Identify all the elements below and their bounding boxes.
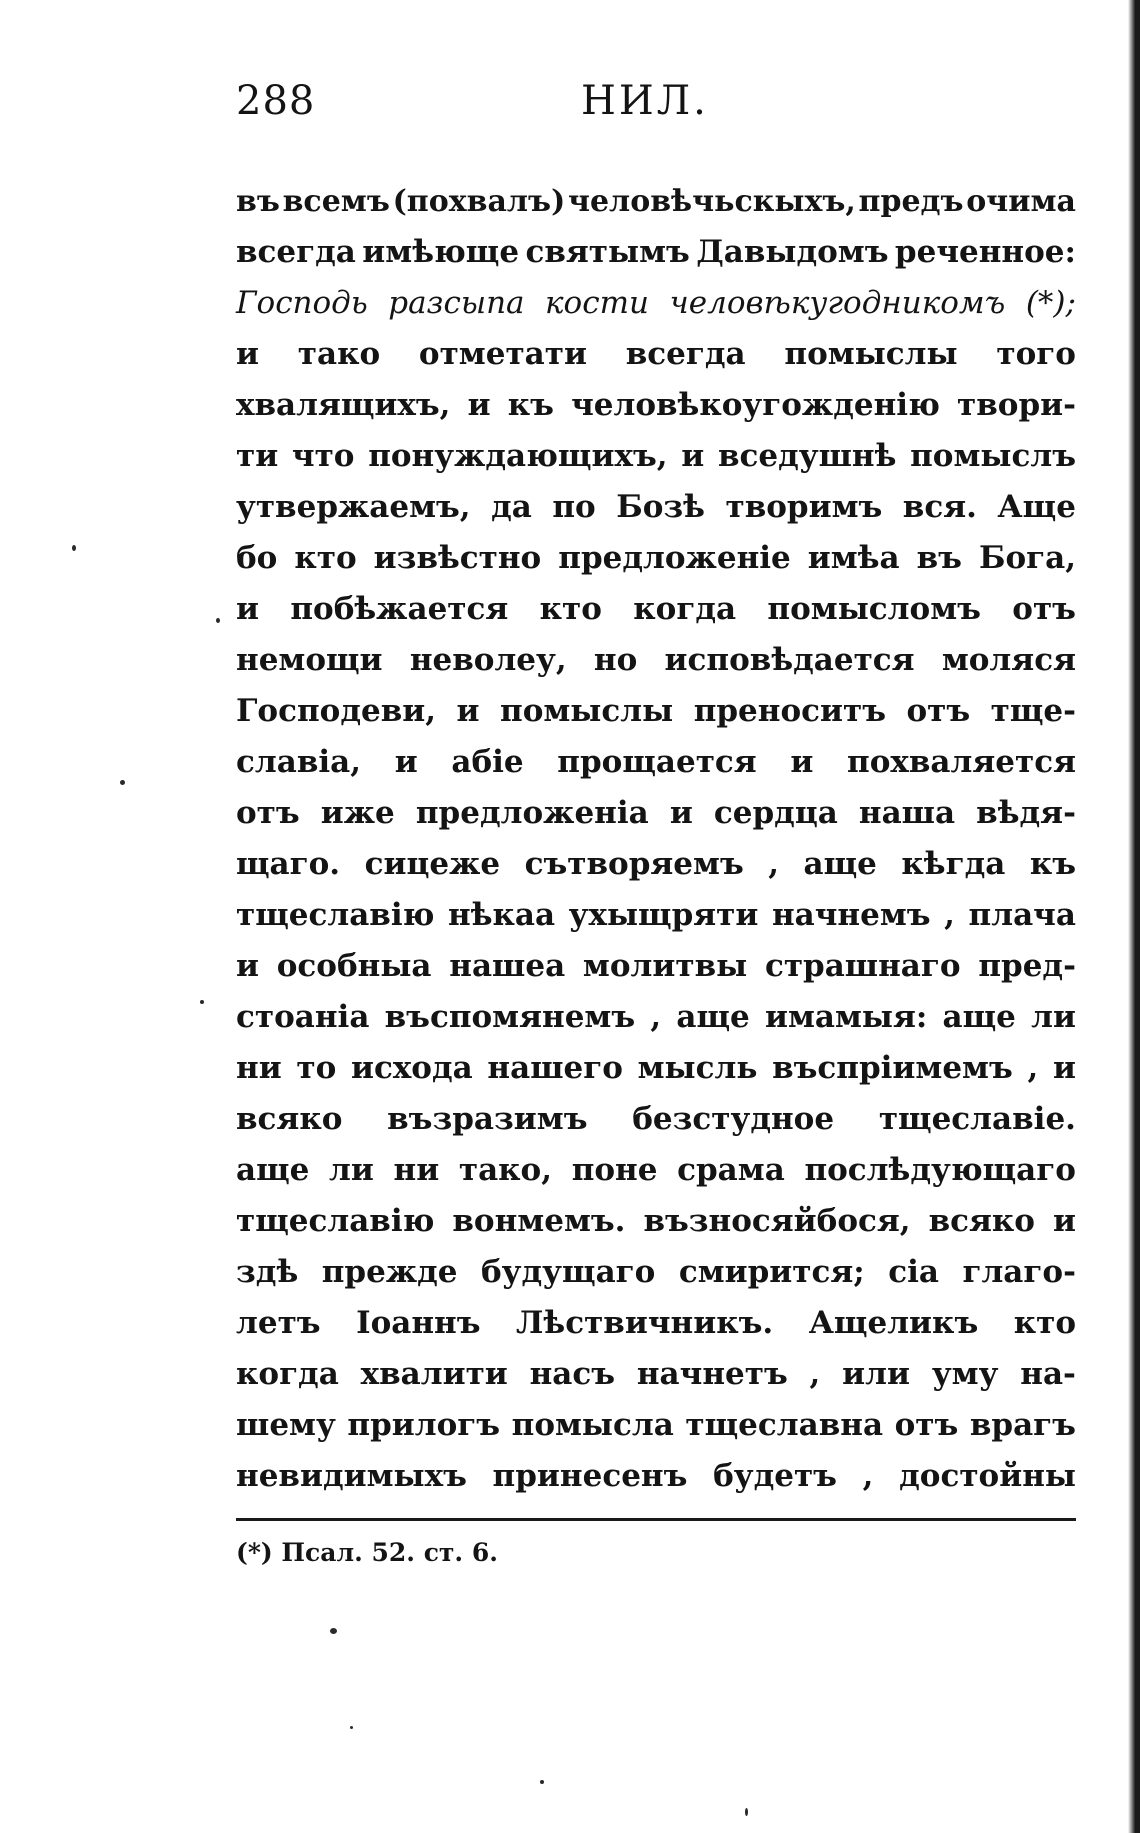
text-line: [236, 1349, 1076, 1400]
word: и: [467, 387, 491, 423]
word: имамыя:: [764, 999, 928, 1035]
word: твори-: [957, 387, 1076, 423]
word: отъ: [906, 693, 971, 729]
text-line: [236, 635, 1076, 686]
word: аще: [236, 1152, 310, 1188]
word: наша: [858, 795, 956, 831]
word: тако,: [458, 1152, 553, 1188]
word: и: [236, 591, 259, 627]
word: вѣдя-: [976, 795, 1076, 831]
word: нашеа: [449, 948, 566, 984]
word: иже: [320, 795, 395, 831]
text-line: [236, 278, 1076, 329]
word: сътворяемъ: [524, 846, 744, 882]
word: сердца: [713, 795, 838, 831]
word: кѣгда: [901, 846, 1006, 882]
word: молитвы: [582, 948, 748, 984]
word: Господь: [236, 285, 368, 321]
word: что: [291, 438, 355, 474]
word: тщеславію: [236, 897, 435, 933]
word: будущаго: [481, 1254, 656, 1290]
word: помысломъ: [767, 591, 981, 627]
word: моляся: [941, 642, 1076, 678]
word: поне: [571, 1152, 658, 1188]
word: Бозѣ: [616, 489, 705, 525]
word: здѣ: [236, 1254, 299, 1290]
word: послѣдующаго: [804, 1152, 1076, 1188]
word: кто: [539, 591, 602, 627]
word: тщеславна: [685, 1407, 884, 1443]
scan-speck: [745, 1808, 748, 1816]
word: вонмемъ.: [452, 1203, 626, 1239]
word: смирится;: [678, 1254, 865, 1290]
word: Лѣствичникъ.: [516, 1305, 774, 1341]
word: ,: [650, 999, 662, 1035]
word: нашего: [487, 1050, 623, 1086]
word: ,: [1027, 1050, 1039, 1086]
word: (*);: [1025, 285, 1076, 321]
word: всяко: [236, 1101, 343, 1137]
word: похваляется: [847, 744, 1076, 780]
word: помысла: [511, 1407, 674, 1443]
word: плача: [968, 897, 1076, 933]
word: и: [236, 336, 259, 372]
body-text: [236, 176, 1076, 1502]
word: Бога,: [978, 540, 1076, 576]
word: славіа,: [236, 744, 362, 780]
word: предложеніа: [415, 795, 649, 831]
word: бо: [236, 540, 278, 576]
word: того: [996, 336, 1076, 372]
word: вседушнѣ: [717, 438, 897, 474]
word: помыслъ: [910, 438, 1076, 474]
word: человѣкугодникомъ: [669, 285, 1006, 321]
footnote-divider: [236, 1518, 1076, 1521]
scan-speck: [72, 545, 76, 551]
scan-speck: [540, 1780, 544, 1784]
word: невидимыхъ: [236, 1458, 467, 1494]
word: възносяйбося,: [643, 1203, 911, 1239]
word: особныа: [276, 948, 432, 984]
word: Ащеликъ: [808, 1305, 979, 1341]
word: ,: [944, 897, 955, 933]
word: да: [491, 489, 532, 525]
word: Іоаннъ: [356, 1305, 481, 1341]
word: въ: [236, 184, 280, 219]
word: абіе: [451, 744, 524, 780]
word: страшнаго: [764, 948, 961, 984]
word: хвалящихъ,: [236, 387, 451, 423]
word: кто: [294, 540, 357, 576]
word: побѣжается: [290, 591, 509, 627]
word: и: [456, 693, 480, 729]
word: но: [593, 642, 638, 678]
word: летъ: [236, 1305, 321, 1341]
word: творимъ: [725, 489, 883, 525]
word: помыслы: [784, 336, 958, 372]
word: извѣстно: [373, 540, 542, 576]
word: и: [236, 948, 259, 984]
word: вся.: [902, 489, 977, 525]
word: и: [681, 438, 705, 474]
word: очима: [966, 184, 1076, 219]
text-line: [236, 431, 1076, 482]
page-number: 288: [236, 78, 316, 124]
word: сіа: [888, 1254, 939, 1290]
word: человѣкоугожденію: [571, 387, 940, 423]
text-line: [236, 1094, 1076, 1145]
text-line: [236, 788, 1076, 839]
word: неволеу,: [409, 642, 567, 678]
text-line: [236, 992, 1076, 1043]
text-line: [236, 176, 1076, 227]
word: (похвалъ): [392, 184, 566, 219]
word: кто: [1013, 1305, 1076, 1341]
word: святымъ: [525, 234, 690, 270]
word: всегда: [236, 234, 356, 270]
word: къ: [507, 387, 554, 423]
word: Давыдомъ: [696, 234, 889, 270]
page-edge-shadow: [1128, 0, 1140, 1833]
word: ти: [236, 438, 279, 474]
text-line: [236, 1400, 1076, 1451]
word: всегда: [625, 336, 746, 372]
word: въ: [916, 540, 962, 576]
scan-speck: [120, 780, 125, 785]
word: ,: [768, 846, 780, 882]
text-line: [236, 1043, 1076, 1094]
text-line: [236, 1247, 1076, 1298]
word: къ: [1029, 846, 1076, 882]
word: реченное:: [894, 234, 1076, 270]
text-line: [236, 380, 1076, 431]
word: тако: [297, 336, 381, 372]
word: человѣчьскыхъ,: [568, 184, 856, 219]
text-line: [236, 482, 1076, 533]
word: помыслы: [500, 693, 674, 729]
word: пред-: [978, 948, 1076, 984]
word: уму: [931, 1356, 999, 1392]
word: начнемъ: [771, 897, 931, 933]
scan-speck: [216, 618, 220, 623]
text-line: [236, 1451, 1076, 1502]
word: отметати: [418, 336, 587, 372]
word: исхода: [350, 1050, 473, 1086]
scan-speck: [200, 1000, 204, 1004]
word: когда: [236, 1356, 339, 1392]
word: въспріимемъ: [772, 1050, 1013, 1086]
word: мысль: [637, 1050, 758, 1086]
word: отъ: [236, 795, 300, 831]
word: отъ: [894, 1407, 959, 1443]
word: срама: [677, 1152, 785, 1188]
word: разсыпа: [388, 285, 525, 321]
word: принесенъ: [492, 1458, 688, 1494]
text-line: [236, 329, 1076, 380]
text-line: [236, 1298, 1076, 1349]
word: будетъ: [713, 1458, 837, 1494]
text-line: [236, 1145, 1076, 1196]
text-line: [236, 584, 1076, 635]
text-line: [236, 890, 1076, 941]
word: и: [394, 744, 418, 780]
word: възразимъ: [387, 1101, 588, 1137]
word: по: [552, 489, 596, 525]
word: щаго.: [236, 846, 341, 882]
word: тще-: [990, 693, 1076, 729]
word: стоаніа: [236, 999, 370, 1035]
word: ни: [236, 1050, 282, 1086]
word: ,: [862, 1458, 874, 1494]
word: предъ: [858, 184, 964, 219]
footnote: (*) Псал. 52. ст. 6.: [236, 1538, 498, 1567]
word: понуждающихъ,: [368, 438, 668, 474]
word: и: [669, 795, 693, 831]
word: прощается: [557, 744, 757, 780]
word: на-: [1020, 1356, 1076, 1392]
word: или: [842, 1356, 910, 1392]
word: насъ: [529, 1356, 616, 1392]
word: ли: [1031, 999, 1076, 1035]
word: и: [790, 744, 814, 780]
text-line: [236, 839, 1076, 890]
word: прилогъ: [347, 1407, 501, 1443]
word: преноситъ: [693, 693, 886, 729]
running-title: НИЛ.: [581, 78, 709, 124]
word: и: [1052, 1050, 1076, 1086]
word: прежде: [321, 1254, 458, 1290]
word: ухыщряти: [568, 897, 759, 933]
text-line: [236, 941, 1076, 992]
word: когда: [633, 591, 737, 627]
word: ни: [393, 1152, 440, 1188]
word: немощи: [236, 642, 383, 678]
word: ли: [329, 1152, 374, 1188]
page-header: [236, 78, 1076, 138]
word: отъ: [1012, 591, 1076, 627]
word: начнетъ: [636, 1356, 788, 1392]
word: тщеславію: [236, 1203, 435, 1239]
word: въспомянемъ: [384, 999, 636, 1035]
word: сицеже: [364, 846, 501, 882]
text-line: [236, 737, 1076, 788]
word: то: [296, 1050, 337, 1086]
word: аще: [803, 846, 877, 882]
word: хвалити: [360, 1356, 508, 1392]
word: и: [1052, 1203, 1076, 1239]
scan-speck: [330, 1628, 337, 1634]
text-line: [236, 1196, 1076, 1247]
word: ,: [809, 1356, 821, 1392]
word: исповѣдается: [664, 642, 915, 678]
word: кости: [545, 285, 649, 321]
word: Аще: [997, 489, 1076, 525]
text-line: [236, 533, 1076, 584]
word: предложеніе: [558, 540, 791, 576]
word: всяко: [928, 1203, 1035, 1239]
text-line: [236, 686, 1076, 737]
word: Господеви,: [236, 693, 437, 729]
word: имѣа: [807, 540, 900, 576]
word: врагъ: [969, 1407, 1076, 1443]
word: всемъ: [282, 184, 390, 219]
word: аще: [676, 999, 750, 1035]
word: достойны: [899, 1458, 1076, 1494]
word: безстудное: [632, 1101, 835, 1137]
word: глаго-: [962, 1254, 1076, 1290]
word: имѣюще: [362, 234, 520, 270]
word: тщеславіе.: [878, 1101, 1076, 1137]
word: шему: [236, 1407, 336, 1443]
word: утвержаемъ,: [236, 489, 471, 525]
word: аще: [942, 999, 1016, 1035]
text-line: [236, 227, 1076, 278]
scan-speck: [350, 1726, 353, 1729]
word: нѣкаа: [448, 897, 556, 933]
